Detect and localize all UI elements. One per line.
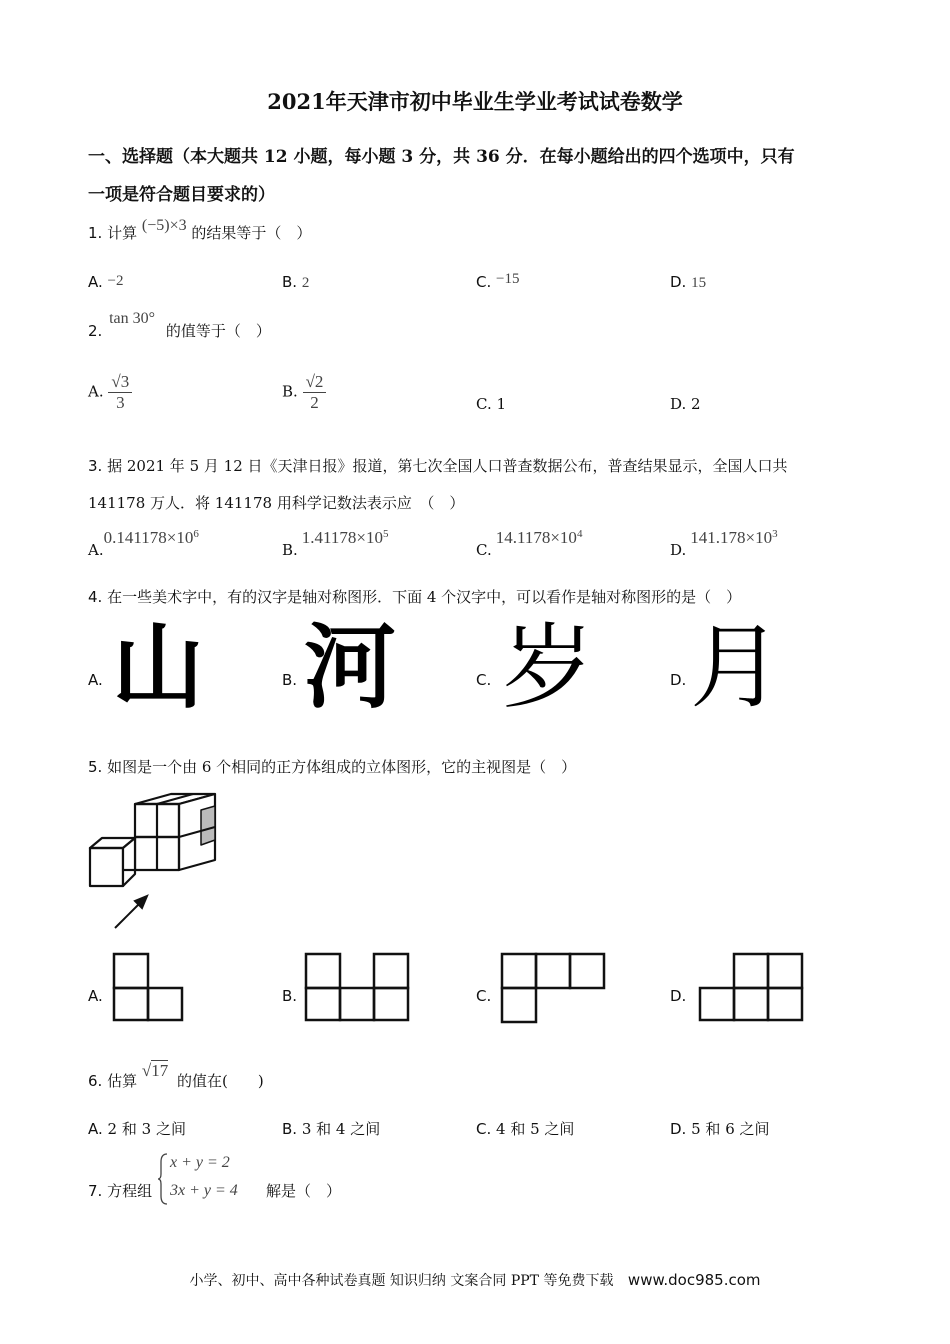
- option-a: $A.0.141178\times 10^6$: [88, 528, 199, 559]
- question-number: 1.: [88, 224, 103, 242]
- option-d-view: [698, 952, 808, 1024]
- option-c-character: 岁: [502, 614, 595, 721]
- question-text: 的值在( ): [177, 1072, 264, 1090]
- option-a-character: 山: [112, 614, 205, 721]
- section-heading-line1: 一、选择题（本大题共 12 小题，每小题 3 分，共 36 分．在每小题给出的四个选项中，只有: [88, 147, 795, 167]
- option-d-character: 月: [690, 614, 783, 721]
- question-text: 的值等于（ ）: [165, 322, 271, 340]
- footer: [0, 1270, 950, 1290]
- option-d-label: D.: [670, 987, 687, 1005]
- option-d-label: D.: [670, 671, 687, 689]
- option-d: $D.141.178\times 10^3$: [670, 528, 778, 559]
- question-6: [88, 1061, 264, 1091]
- equation-1: x + y = 2: [170, 1154, 230, 1171]
- option-a-label: A.: [88, 671, 103, 689]
- option-c: C. 1: [476, 395, 507, 413]
- footer-link[interactable]: www.doc985.com: [627, 1271, 761, 1289]
- question-text: 方程组: [107, 1182, 153, 1200]
- option-b: B. 3 和 4 之间: [282, 1120, 381, 1138]
- option-a: A. 2 和 3 之间: [88, 1120, 186, 1138]
- math-expression: tan 30°: [109, 310, 156, 327]
- question-text: 在一些美术字中，有的汉字是轴对称图形．下面 4 个汉字中，可以看作是轴对称图形的是（ ）: [107, 588, 742, 606]
- option-c-label: C.: [476, 987, 492, 1005]
- option-a: A. $\frac{√3}{3}$: [88, 372, 132, 413]
- question-text: 据 2021 年 5 月 12 日《天津日报》报道，第七次全国人口普查数据公布，普查结果显示，全国人口共: [107, 457, 788, 475]
- question-3-line2: 141178 万人．将 141178 用科学记数法表示应 （ ）: [88, 494, 465, 512]
- option-c: $C.14.1178\times 10^4$: [476, 528, 583, 559]
- option-a-view: [112, 952, 184, 1022]
- question-number: 6.: [88, 1072, 103, 1090]
- option-d: D. 5 和 6 之间: [670, 1120, 770, 1138]
- question-number: 3.: [88, 457, 103, 475]
- section-heading-line2: 一项是符合题目要求的）: [88, 185, 275, 205]
- option-b-label: B.: [282, 671, 298, 689]
- question-number: 5.: [88, 758, 103, 776]
- question-text: 如图是一个由 6 个相同的正方体组成的立体图形，它的主视图是（ ）: [107, 758, 577, 776]
- question-3: [88, 455, 788, 476]
- question-number: 2.: [88, 322, 103, 340]
- option-b: $B.1.41178\times 10^5$: [282, 528, 389, 559]
- option-c: C. −15: [476, 271, 520, 291]
- equation-2: 3x + y = 4: [170, 1182, 238, 1199]
- option-a-label: A.: [88, 987, 103, 1005]
- option-b-character: 河: [304, 614, 397, 721]
- solid-figure-diagram: [85, 790, 225, 935]
- footer-text: 小学、初中、高中各种试卷真题 知识归纳 文案合同 PPT 等免费下载: [189, 1273, 614, 1289]
- question-text: 的结果等于（ ）: [191, 224, 312, 242]
- option-d: D. 2: [670, 395, 701, 413]
- question-text: 估算: [107, 1072, 138, 1090]
- math-expression: (−5)×3: [141, 217, 187, 234]
- question-1: [88, 217, 312, 243]
- option-d: D. 15: [670, 273, 707, 291]
- option-a: A. −2: [88, 273, 124, 291]
- option-b-view: [304, 952, 412, 1022]
- question-5: [88, 756, 576, 777]
- question-text: 解是（ ）: [266, 1182, 342, 1200]
- option-b: B. 2: [282, 273, 310, 291]
- brace-icon: [158, 1152, 168, 1206]
- option-c: C. 4 和 5 之间: [476, 1120, 575, 1138]
- question-2: [88, 310, 271, 341]
- option-c-view: [500, 952, 610, 1024]
- question-number: 7.: [88, 1182, 103, 1200]
- page-title: 2021年天津市初中毕业生学业考试试卷数学: [267, 89, 683, 114]
- option-b-label: B.: [282, 987, 298, 1005]
- question-4: [88, 586, 741, 607]
- sqrt-expression: √17: [141, 1061, 169, 1080]
- question-text: 计算: [107, 224, 138, 242]
- option-c-label: C.: [476, 671, 492, 689]
- question-number: 4.: [88, 588, 103, 606]
- question-7: [88, 1180, 152, 1201]
- option-b: B. $\frac{√2}{2}$: [282, 372, 326, 413]
